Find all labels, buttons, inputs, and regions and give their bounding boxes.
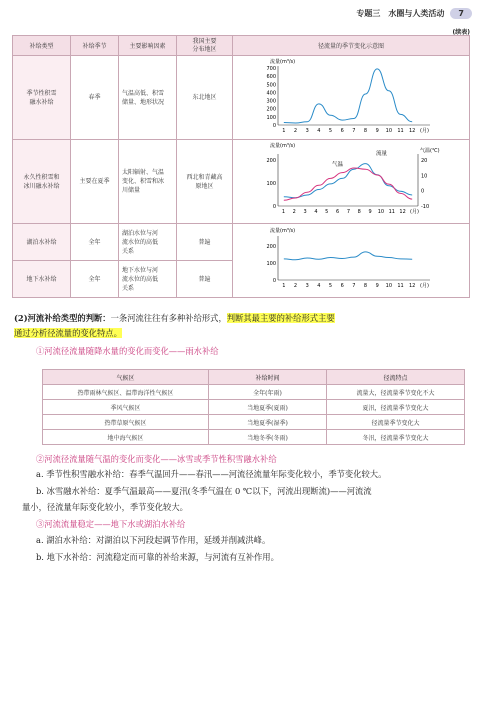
cell-season: 春季	[71, 56, 119, 140]
cell-region: 西北和青藏高 原地区	[177, 140, 233, 224]
c2-legend-flow: 流量	[376, 151, 388, 157]
cell: 径流量季节变化大	[327, 415, 465, 430]
chart-snowmelt-cell	[233, 56, 470, 140]
x-tick-label: 2	[292, 209, 296, 215]
x-tick-label: 3	[305, 283, 309, 289]
cell: 夏汛，径流量季节变化大	[327, 400, 465, 415]
x-tick-label: 4	[314, 209, 318, 215]
x-tick-label: 9	[375, 128, 379, 134]
x-tick-label: 5	[325, 209, 329, 215]
th-factors: 主要影响因素	[119, 36, 177, 56]
th-season: 补给季节	[71, 36, 119, 56]
para-heading: (2)河流补给类型的判断：	[14, 313, 111, 323]
x-tick-label: 6	[335, 209, 340, 215]
c2-legend-temp: 气温	[332, 162, 344, 168]
y-tick-label: 100	[266, 181, 276, 187]
y-tick-label: 200	[266, 106, 276, 113]
x-tick-label: 11	[397, 283, 404, 289]
highlight-text-2: 通过分析径流量的变化特点。	[14, 328, 122, 338]
c2-y2label: 气温(℃)	[420, 148, 440, 154]
table-header-row	[43, 370, 465, 385]
x-tick-label: 2	[293, 128, 298, 134]
x-tick-label: 12	[408, 128, 416, 134]
snowmelt-chart	[248, 56, 454, 136]
y2-tick-label: -10	[421, 204, 430, 210]
cell-region: 东北地区	[177, 56, 233, 140]
chart-lake-cell	[233, 224, 470, 298]
cell-season: 全年	[71, 261, 119, 298]
x-tick-label: 8	[357, 209, 361, 215]
cell-type: 季节性积雪 融水补给	[13, 56, 71, 140]
x-tick-label: 10	[377, 209, 385, 215]
table-row	[43, 430, 465, 445]
table-row	[13, 140, 470, 224]
chapter-title: 专题三 水圈与人类活动	[356, 9, 445, 18]
item-b-glacier-cont: 量小，径流量年际变化较小，季节变化较大。	[22, 502, 188, 512]
x-tick-label: 2	[293, 283, 298, 289]
climate-table	[42, 369, 465, 445]
y-tick-label: 700	[266, 66, 276, 72]
x-tick-label: 6	[340, 128, 344, 134]
glacier-chart	[248, 140, 454, 220]
th-time: 补给时间	[209, 370, 327, 385]
th-type: 补给类型	[13, 36, 71, 56]
page-number: 7	[450, 8, 472, 19]
cell-season: 全年	[71, 224, 119, 261]
y-tick-label: 0	[272, 123, 276, 129]
cell: 热带雨林气候区、温带海洋性气候区	[43, 385, 209, 400]
cell: 冬汛，径流量季节变化大	[327, 430, 465, 445]
th-feature: 径流特点	[327, 370, 465, 385]
x-tick-label: 3	[305, 128, 309, 134]
x-tick-label: 5	[328, 283, 333, 289]
paragraph-judgement-2	[14, 326, 122, 341]
c2-ylabel: 流量(m³/s)	[270, 143, 296, 149]
cell-region: 普遍	[177, 224, 233, 261]
cell: 热带草原气候区	[43, 415, 209, 430]
cell-factors: 湖泊水位与河 流水位的高低 关系	[119, 224, 177, 261]
item-b-ground: b. 地下水补给：河流稳定而可靠的补给来源，与河流有互补作用。	[36, 552, 279, 562]
c3-ylabel: 流量(m³/s)	[270, 228, 296, 234]
y-tick-label: 600	[266, 74, 276, 81]
cell: 季风气候区	[43, 400, 209, 415]
table-row	[43, 385, 465, 400]
cell-season: 主要在夏季	[71, 140, 119, 224]
y2-tick-label: 10	[421, 173, 428, 180]
y-tick-label: 0	[272, 204, 276, 210]
cell-type: 地下水补给	[13, 261, 71, 298]
lake-chart	[248, 224, 454, 294]
cell-type: 永久性积雪和 冰川融水补给	[13, 140, 71, 224]
x-tick-label: 4	[317, 283, 321, 289]
recharge-table	[12, 35, 470, 298]
subtitle-rain: ①河流径流量随降水量的变化而变化——雨水补给	[36, 346, 219, 356]
x-tick-label: 11	[397, 128, 404, 134]
x-tick-label: 9	[375, 283, 379, 289]
x-tick-label: 9	[368, 209, 372, 215]
y-tick-label: 0	[272, 278, 276, 284]
table-row	[43, 415, 465, 430]
x-tick-label: 4	[317, 128, 321, 134]
item-a-snowmelt: a. 季节性积雪融水补给：春季气温回升——春汛——河流径流量年际变化较小，季节变化较大。	[36, 469, 387, 479]
x-tick-label: 12	[408, 283, 416, 289]
x-tick-label: 8	[363, 128, 368, 134]
x-tick-label: 1	[281, 209, 286, 215]
x-tick-label: 6	[340, 283, 344, 289]
x-unit-label: (月)	[420, 283, 429, 289]
x-tick-label: 1	[282, 128, 286, 134]
highlight-text: 判断其最主要的补给形式主要	[226, 313, 335, 323]
x-tick-label: 11	[388, 209, 395, 215]
subtitle-stable: ③河流流量稳定——地下水或湖泊水补给	[36, 519, 186, 529]
y-tick-label: 200	[266, 244, 276, 250]
th-chart: 径流量的季节变化示意图	[233, 36, 470, 56]
th-region: 我国主要 分布地区	[177, 36, 233, 56]
cell: 流量大，径流量季节变化不大	[327, 385, 465, 400]
cell: 当地夏季(湿季)	[209, 415, 327, 430]
cell-type: 湖泊水补给	[13, 224, 71, 261]
page-header	[356, 8, 472, 19]
x-tick-label: 3	[303, 209, 307, 215]
y-tick-label: 500	[266, 82, 276, 89]
y-tick-label: 200	[266, 158, 276, 164]
x-unit-label: (月)	[420, 128, 429, 134]
continued-label: (续表)	[452, 29, 470, 36]
th-climate: 气候区	[43, 370, 209, 385]
y2-tick-label: 0	[421, 188, 425, 195]
cell-region: 普遍	[177, 261, 233, 298]
subtitle-snow: ②河流径流量随气温的变化而变化——冰雪或季节性积雪融水补给	[36, 454, 277, 464]
x-unit-label: (月)	[410, 209, 419, 215]
table-row	[43, 400, 465, 415]
item-b-glacier: b. 冰雪融水补给：夏季气温最高——夏汛(冬季气温在 0 ℃以下，河流出现断流)——河流流	[36, 486, 372, 496]
chart-glacier-cell	[233, 140, 470, 224]
c1-ylabel: 流量(m³/s)	[270, 59, 296, 65]
table-header-row	[13, 36, 470, 56]
cell: 全年(年雨)	[209, 385, 327, 400]
x-tick-label: 10	[385, 128, 393, 134]
x-tick-label: 7	[352, 283, 356, 289]
item-a-lake: a. 湖泊水补给：对湖泊以下河段起调节作用，延缓并削减洪峰。	[36, 535, 271, 545]
cell: 地中海气候区	[43, 430, 209, 445]
paragraph-judgement	[14, 311, 335, 326]
table-row	[13, 224, 470, 261]
x-tick-label: 8	[363, 283, 368, 289]
x-tick-label: 1	[282, 283, 286, 289]
c1-flow-line	[284, 69, 412, 123]
table-row	[13, 56, 470, 140]
para-text: 一条河流往往有多种补给形式，	[110, 313, 227, 323]
y-tick-label: 100	[266, 114, 276, 121]
cell: 当地夏季(夏雨)	[209, 400, 327, 415]
cell-factors: 地下水位与河 流水位的高低 关系	[119, 261, 177, 298]
y-tick-label: 100	[266, 261, 276, 267]
c3-flow-line	[284, 252, 412, 260]
y-tick-label: 300	[266, 98, 276, 105]
c2-flow-line	[284, 164, 412, 198]
y2-tick-label: 20	[421, 158, 428, 164]
x-tick-label: 7	[346, 209, 351, 215]
x-tick-label: 12	[399, 209, 406, 215]
x-tick-label: 5	[328, 128, 333, 134]
y-tick-label: 400	[266, 90, 276, 97]
x-tick-label: 7	[352, 128, 356, 134]
cell-factors: 气温高低、积雪 储量、地形状况	[119, 56, 177, 140]
x-tick-label: 10	[385, 283, 393, 289]
cell: 当地冬季(冬雨)	[209, 430, 327, 445]
cell-factors: 太阳辐射、气温 变化、积雪和冰 川储量	[119, 140, 177, 224]
